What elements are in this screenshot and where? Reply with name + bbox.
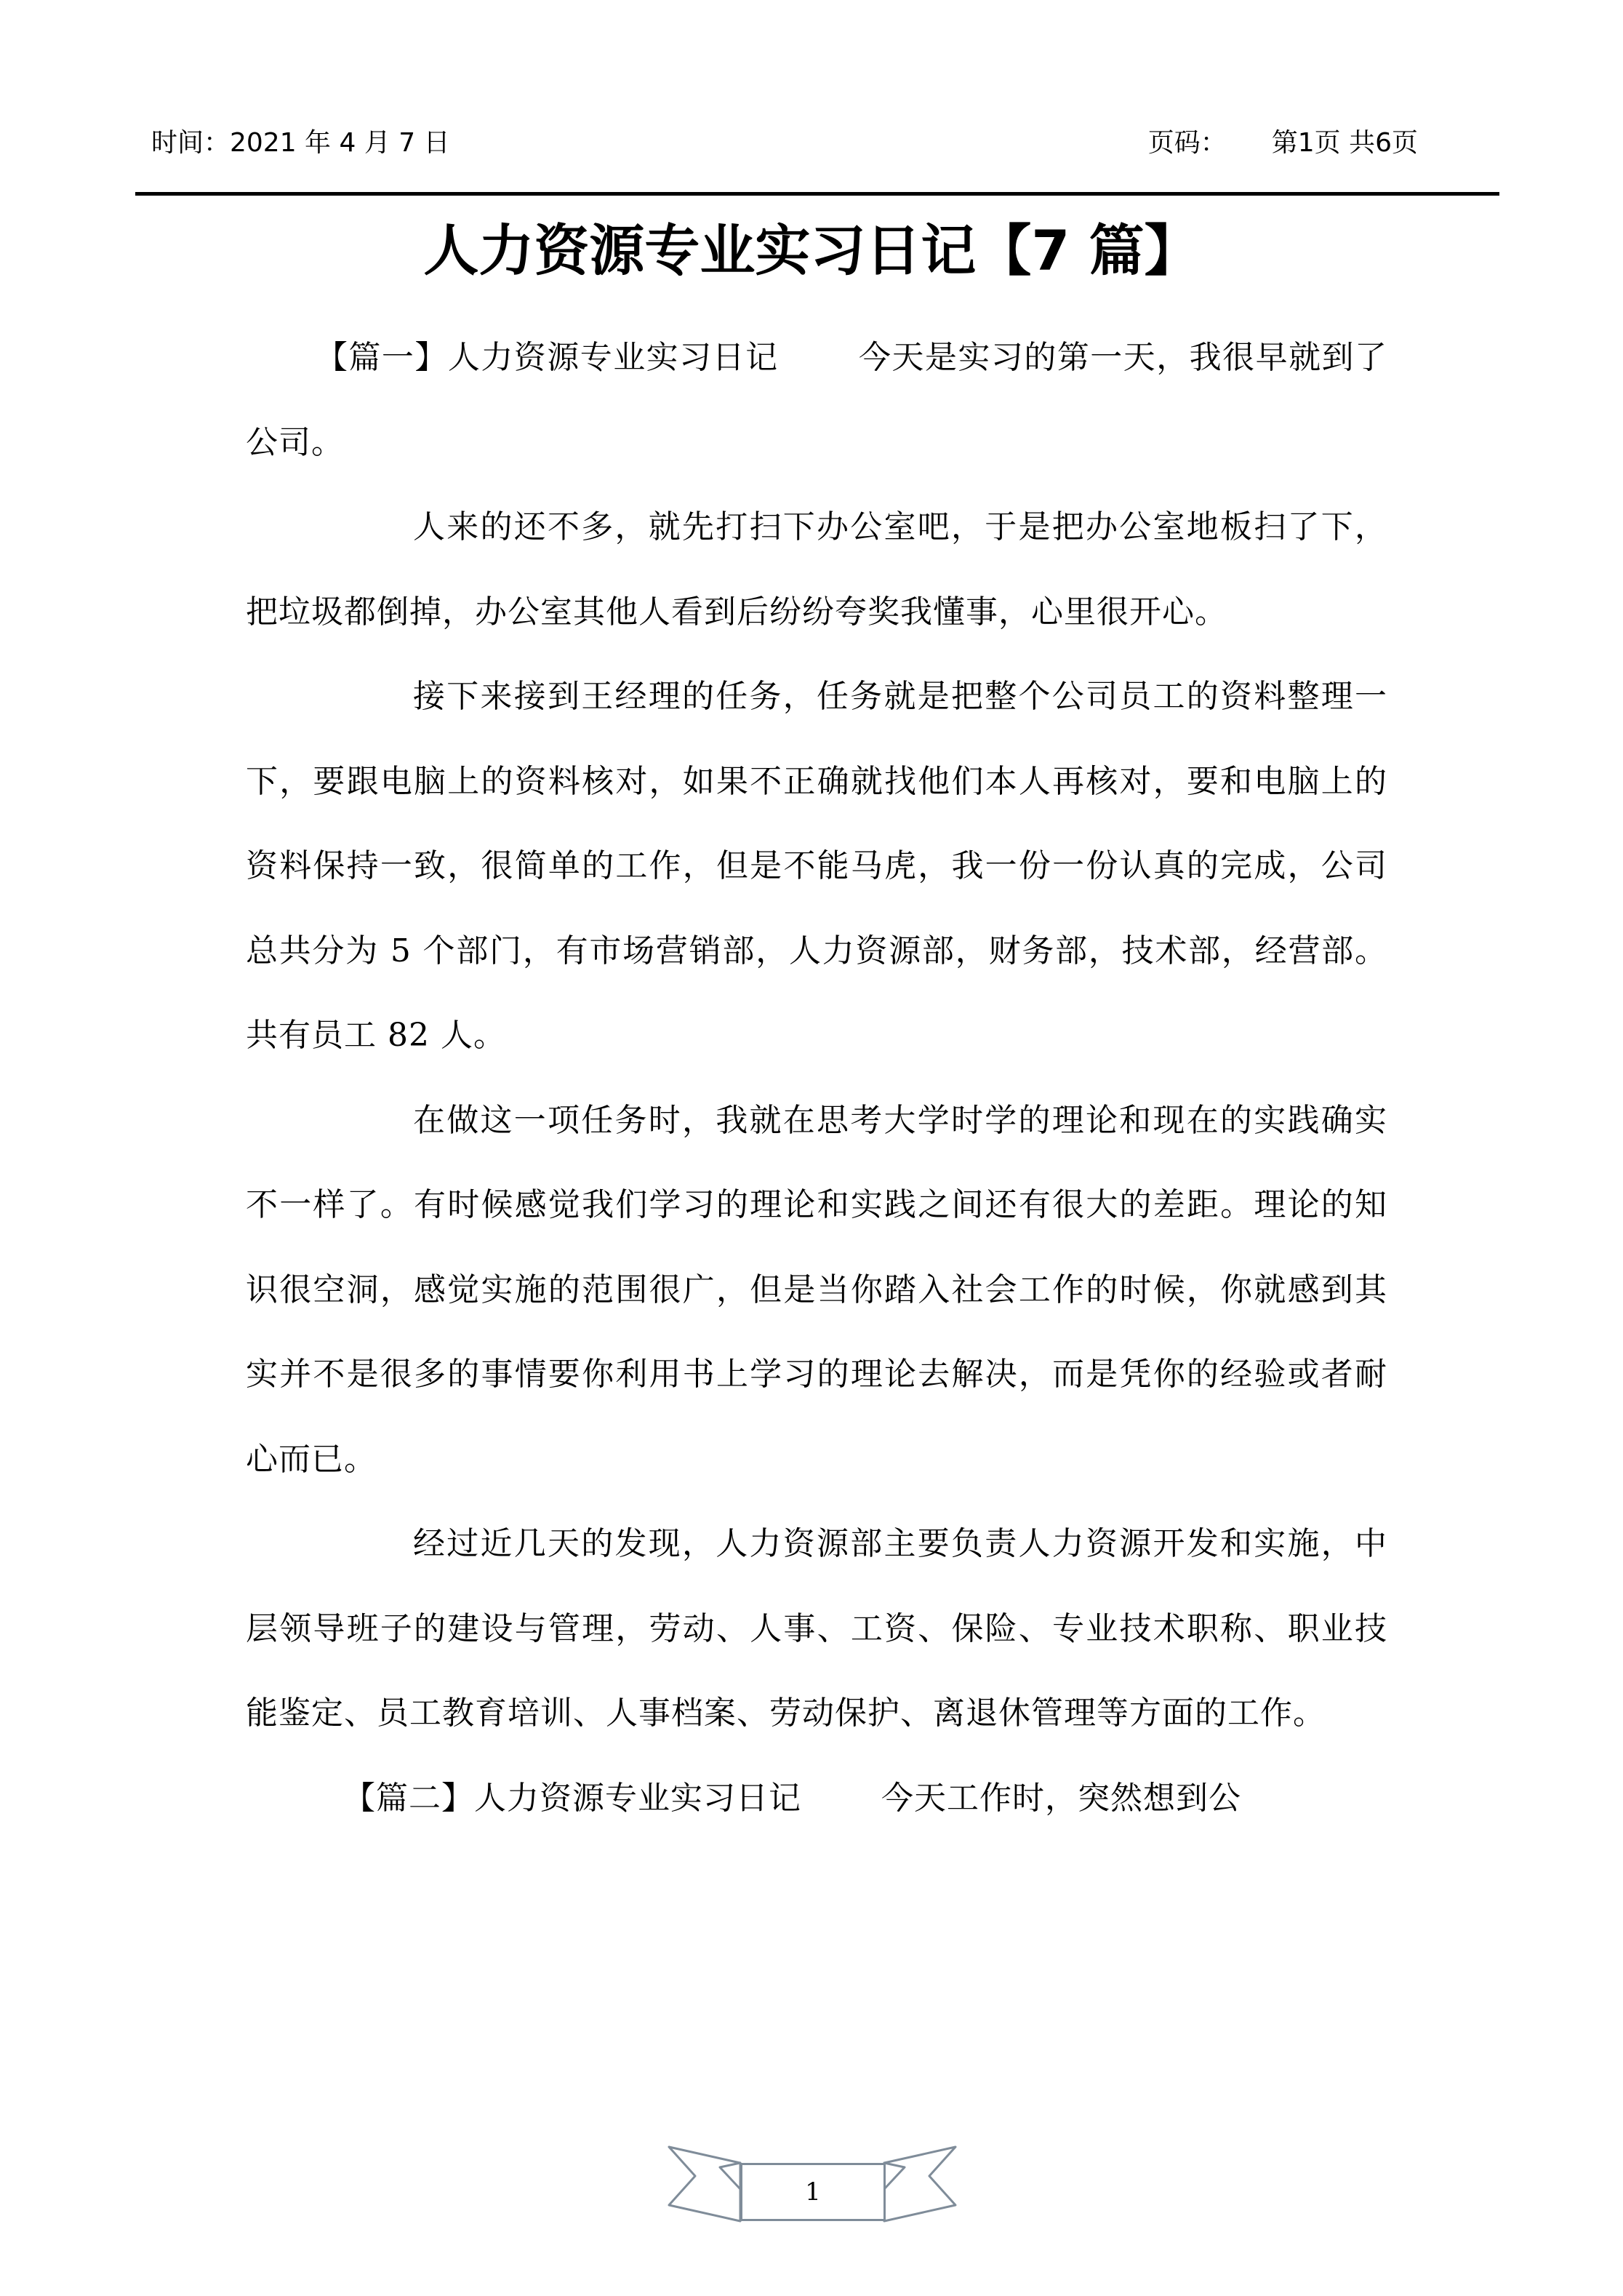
paragraph-6-text: 今天工作时，突然想到公 [881, 1779, 1241, 1817]
paragraph-1-text: 今天是实习的第一天，我很早就到了公司。 [246, 339, 1388, 461]
header-divider [135, 192, 1499, 196]
header-page-position: 第1页 共6页 [1271, 128, 1418, 158]
section-heading-2: 【篇二】人力资源专业实习日记 [343, 1779, 801, 1817]
paragraph-4: 在做这一项任务时，我就在思考大学时学的理论和现在的实践确实不一样了。有时候感觉我们学习的理论和实践之间还有很大的差距。理论的知识很空洞，感觉实施的范围很广，但是当你踏入社会工作的时候，你就感到其实并不是很多的事情要你利用书上学习的理论去解决，而是凭你的经验或者耐心而已。 [246, 1101, 1387, 1478]
document-title: 人力资源专业实习日记【7 篇】 [423, 218, 1200, 283]
section-heading-1: 【篇一】人力资源专业实习日记 [316, 339, 779, 376]
paragraph-2: 人来的还不多，就先打扫下办公室吧，于是把办公室地板扫了下，把垃圾都倒掉，办公室其他人看到后纷纷夸奖我懂事，心里很开心。 [246, 508, 1387, 631]
document-body [246, 316, 1387, 1841]
header-page-info [1148, 125, 1418, 161]
header-date: 时间：2021 年 4 月 7 日 [151, 128, 450, 158]
page-number: 1 [740, 2163, 886, 2221]
header-page-label: 页码： [1147, 128, 1227, 158]
paragraph-6 [246, 1756, 1387, 1841]
paragraph-3: 接下来接到王经理的任务，任务就是把整个公司员工的资料整理一下，要跟电脑上的资料核对，如果不正确就找他们本人再核对，要和电脑上的资料保持一致，很简单的工作，但是不能马虎，我一份一份认真的完成，公司总共分为 5 个部门，有市场营销部，人力资源部，财务部，技术部，经营部。共有员工 82 人。 [246, 678, 1387, 1054]
paragraph-5: 经过近几天的发现，人力资源部主要负责人力资源开发和实施，中层领导班子的建设与管理，劳动、人事、工资、保险、专业技术职称、职业技能鉴定、员工教育培训、人事档案、劳动保护、离退休管理等方面的工作。 [246, 1525, 1387, 1732]
paragraph-1 [246, 316, 1387, 485]
